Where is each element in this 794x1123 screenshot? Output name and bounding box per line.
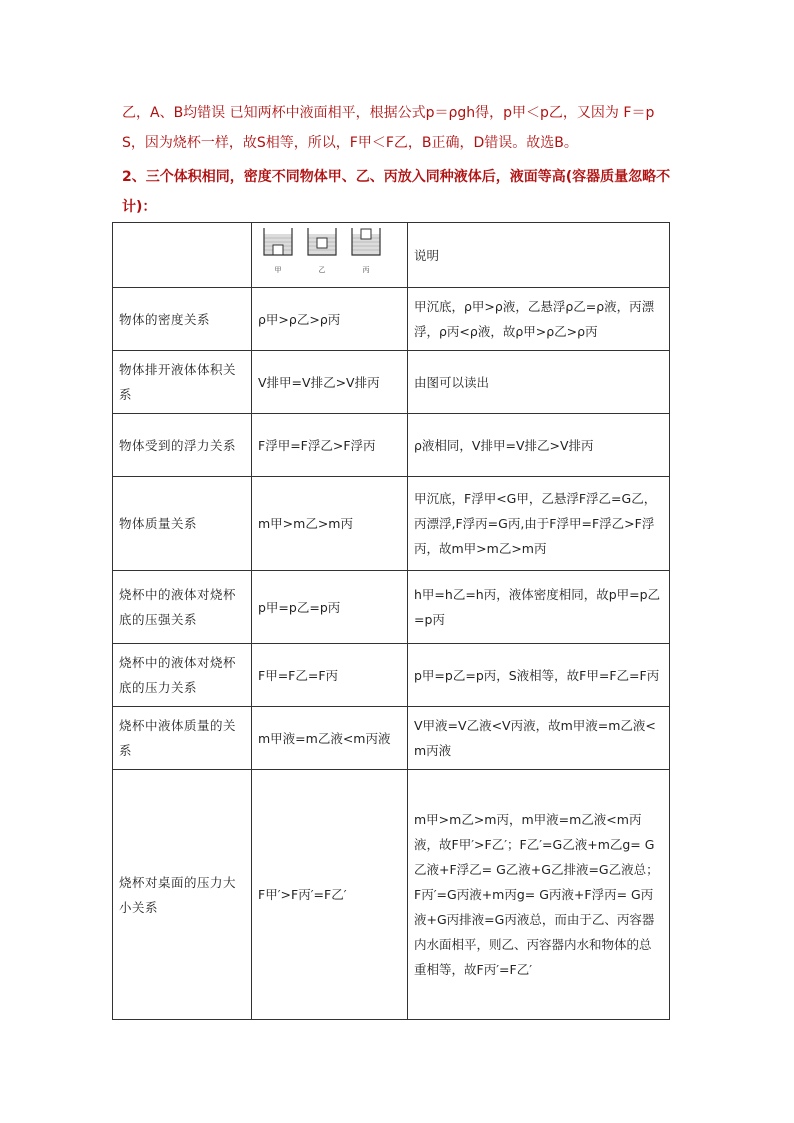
beaker-bing-drawing [350, 227, 382, 257]
row-item-cell: 烧杯中的液体对烧杯底的压力关系 [113, 644, 252, 707]
row-item-cell: 烧杯中的液体对烧杯底的压强关系 [113, 571, 252, 644]
header-figure-cell [252, 223, 408, 288]
row-note-cell: 甲沉底，F浮甲<G甲，乙悬浮F浮乙=G乙，丙漂浮,F浮丙=G丙,由于F浮甲=F浮乙>F浮丙，故m甲>m乙>m丙 [408, 477, 670, 571]
intro-line: S，因为烧杯一样，故S相等，所以，F甲＜F乙，B正确，D错误。故选B。 [122, 135, 578, 151]
row-relation-cell: F浮甲=F浮乙>F浮丙 [252, 414, 408, 477]
row-relation-cell: F甲=F乙=F丙 [252, 644, 408, 707]
row-relation-cell: p甲=p乙=p丙 [252, 571, 408, 644]
row-note-cell: 甲沉底，ρ甲>ρ液，乙悬浮ρ乙=ρ液，丙漂浮，ρ丙<ρ液，故ρ甲>ρ乙>ρ丙 [408, 288, 670, 351]
comparison-table [112, 222, 670, 1020]
table-row [113, 644, 670, 707]
row-item-cell: 物体受到的浮力关系 [113, 414, 252, 477]
row-note-cell: p甲=p乙=p丙，S液相等，故F甲=F乙=F丙 [408, 644, 670, 707]
row-relation-cell: ρ甲>ρ乙>ρ丙 [252, 288, 408, 351]
row-item-cell: 物体排开液体体积关系 [113, 351, 252, 414]
row-note-cell: m甲>m乙>m丙，m甲液=m乙液<m丙液，故F甲′>F乙′；F乙′=G乙液+m乙g= G乙液+F浮乙= G乙液+G乙排液=G乙液总；F丙′=G丙液+m丙g= G丙液+F浮丙= G丙液+G丙排液=G丙液总，而由于乙、丙容器内水面相平，则乙、丙容器内水和物体的总重相等，故F丙′=F乙′ [408, 770, 670, 1020]
row-item-cell: 烧杯中液体质量的关系 [113, 707, 252, 770]
beaker-jia-drawing [262, 227, 294, 257]
beaker-yi-drawing [306, 227, 338, 257]
beaker-label-yi: 乙 [318, 266, 326, 274]
beaker-label-bing: 丙 [362, 266, 370, 274]
row-relation-cell: V排甲=V排乙>V排丙 [252, 351, 408, 414]
table-row [113, 707, 670, 770]
row-item-cell: 烧杯对桌面的压力大小关系 [113, 770, 252, 1020]
table-header-row [113, 223, 670, 288]
beaker-label-jia: 甲 [274, 266, 282, 274]
row-item-cell: 物体质量关系 [113, 477, 252, 571]
intro-line: 乙，A、B均错误 已知两杯中液面相平，根据公式p＝ρgh得，p甲＜p乙，又因为 F＝p [122, 105, 655, 121]
row-relation-cell: F甲′>F丙′=F乙′ [252, 770, 408, 1020]
section-heading: 2、三个体积相同，密度不同物体甲、乙、丙放入同种液体后，液面等高(容器质量忽略不计)： [122, 169, 671, 215]
table-row [113, 288, 670, 351]
intro-paragraph [122, 98, 682, 158]
beaker-bing [350, 227, 382, 283]
table-row [113, 477, 670, 571]
header-note-cell: 说明 [408, 223, 670, 288]
row-relation-cell: m甲液=m乙液<m丙液 [252, 707, 408, 770]
row-note-cell: ρ液相同，V排甲=V排乙>V排丙 [408, 414, 670, 477]
table-row [113, 414, 670, 477]
table-row [113, 351, 670, 414]
beaker-jia [262, 227, 294, 283]
row-relation-cell: m甲>m乙>m丙 [252, 477, 408, 571]
row-item-cell: 物体的密度关系 [113, 288, 252, 351]
table-row [113, 571, 670, 644]
beakers-figure [258, 227, 401, 283]
row-note-cell: 由图可以读出 [408, 351, 670, 414]
row-note-cell: h甲=h乙=h丙，液体密度相同，故p甲=p乙=p丙 [408, 571, 670, 644]
table-row [113, 770, 670, 1020]
header-blank-cell [113, 223, 252, 288]
beaker-yi [306, 227, 338, 283]
row-note-cell: V甲液=V乙液<V丙液，故m甲液=m乙液<m丙液 [408, 707, 670, 770]
